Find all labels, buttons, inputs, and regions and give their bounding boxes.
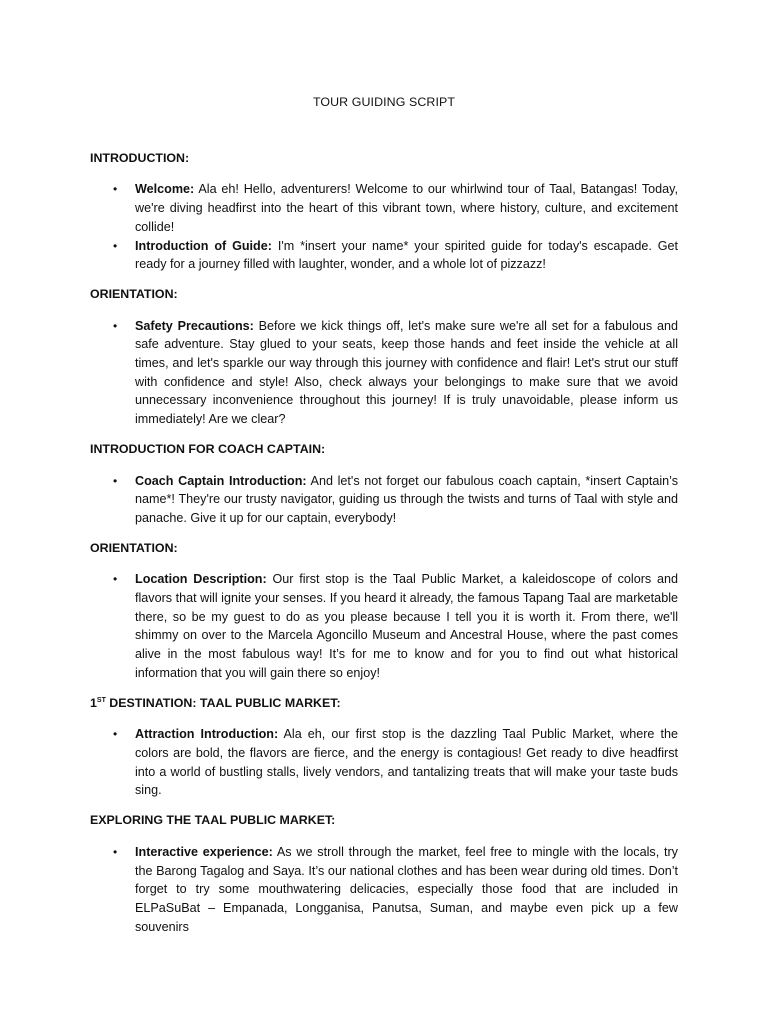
section-heading-orientation: ORIENTATION: [90, 286, 178, 301]
bullet-list [90, 472, 678, 528]
section-heading-introduction: INTRODUCTION: [90, 150, 190, 165]
item-text: Our first stop is the Taal Public Market, a kaleidoscope of colors and flavors that will ignite your senses. If you heard it already, the famous Tapang Taal are marketable there, so be my guest to do as you please because I tell you it is worth it. From there, we'll shimmy on over to the Marcela Agoncillo Museum and Ancestral House, where the past comes alive in the most fabulous way! It’s for me to know and for you to find out what historical information that you will gain there so enjoy! [135, 572, 678, 680]
bullet-list [90, 570, 678, 682]
item-label: Introduction of Guide: [135, 238, 272, 253]
heading-ordinal: ST [96, 696, 106, 704]
item-text: Ala eh, our first stop is the dazzling Taal Public Market, where the colors are bold, the flavors are fierce, and the energy is contagious! Get ready to dive headfirst into a world of bustling stalls, lively vendors, and tantalizing treats that will make your taste buds sing. [135, 727, 678, 798]
bullet-icon: • [113, 844, 118, 859]
list-item [90, 472, 678, 528]
item-text: Before we kick things off, let's make sure we're all set for a fabulous and safe adventure. Stay glued to your seats, keep those hands and feet inside the vehicle at all times, and let's sparkle our way through this journey with confidence and flair! Let's strut our stuff with confidence and style! Also, check always your belongings to make sure that we avoid unnecessary inconvenience throughout this journey! If is truly unavoidable, please inform us immediately! Are we clear? [135, 318, 678, 427]
bullet-icon: • [113, 238, 118, 253]
item-label: Safety Precautions: [135, 318, 254, 333]
heading-text: DESTINATION: TAAL PUBLIC MARKET: [105, 695, 341, 710]
list-item [90, 725, 678, 800]
bullet-icon: • [113, 182, 118, 197]
heading-number: 1 [90, 695, 97, 710]
item-text: I'm *insert your name* your spirited guide for today's escapade. Get ready for a journey filled with laughter, wonder, and a whole lot of pizzazz! [135, 238, 678, 272]
bullet-icon: • [113, 473, 118, 488]
list-item [90, 570, 678, 682]
section-heading-orientation-2: ORIENTATION: [90, 540, 178, 555]
bullet-list [90, 180, 678, 274]
item-text: And let's not forget our fabulous coach captain, *insert Captain’s name*! They're our trusty navigator, guiding us through the twists and turns of Taal with style and panache. Give it up for our captain, everybody! [135, 473, 678, 525]
item-label: Coach Captain Introduction: [135, 473, 307, 488]
list-item [90, 843, 678, 937]
section-heading-coach-captain: INTRODUCTION FOR COACH CAPTAIN: [90, 441, 326, 456]
bullet-icon: • [113, 572, 118, 587]
list-item [90, 317, 678, 429]
item-text: Ala eh! Hello, adventurers! Welcome to our whirlwind tour of Taal, Batangas! Today, we're diving headfirst into the heart of this vibrant town, where history, culture, and excitement collide! [135, 182, 678, 234]
bullet-list [90, 843, 678, 937]
list-item [90, 237, 678, 274]
bullet-icon: • [113, 727, 118, 742]
item-label: Location Description: [135, 572, 267, 587]
document-page [90, 93, 678, 947]
list-item [90, 180, 678, 236]
item-label: Attraction Introduction: [135, 727, 279, 742]
bullet-list [90, 725, 678, 800]
item-text: As we stroll through the market, feel free to mingle with the locals, try the Barong Tagalog and Saya. It’s our national clothes and has been wear during old times. Don’t forget to try some mouthwatering delicacies, especially those food that are included in ELPaSuBat – Empanada, Longganisa, Panutsa, Suman, and maybe even pick up a few souvenirs [135, 844, 678, 934]
item-label: Welcome: [135, 182, 195, 197]
bullet-list [90, 317, 678, 429]
section-heading-first-destination [90, 694, 678, 713]
document-title: TOUR GUIDING SCRIPT [312, 95, 456, 109]
section-heading-exploring-market: EXPLORING THE TAAL PUBLIC MARKET: [90, 813, 336, 828]
bullet-icon: • [113, 318, 118, 333]
item-label: Interactive experience: [135, 844, 273, 859]
